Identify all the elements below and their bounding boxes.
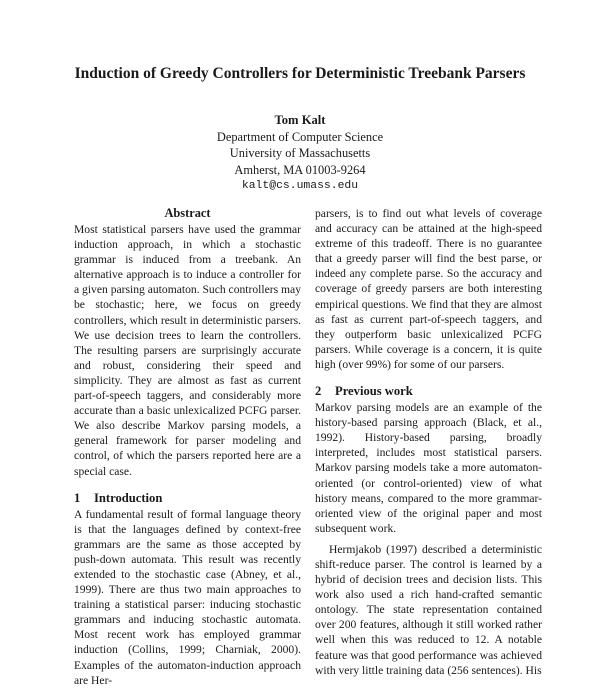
left-column [74, 206, 301, 688]
author-address: Amherst, MA 01003-9264 [234, 162, 366, 177]
section-2-paragraph-2: Hermjakob (1997) described a deterministic shift-reduce parser. The control is learned by a hybrid of decision trees and decision lists. This work also used a rich hand-crafted semantic ontology. The state representation contained over 200 features, although it still worked rather well when this was reduced to 12. A notable feature was that good performance was achieved with very little training data (256 sentences). His [315, 542, 542, 677]
author-block [100, 112, 500, 195]
section-2-number: 2 [315, 384, 322, 399]
author-university: University of Massachusetts [229, 146, 371, 160]
right-column-continuation: parsers, is to find out what levels of coverage and accuracy can be attained at the high-speed extreme of this tradeoff. There is no guarantee that a greedy parser will find the best parse, or indeed any complete parse. So the accuracy and coverage of greedy parsers are both interesting empirical questions. We find that they are almost as fast as current part-of-speech taggers, and they outperform basic unlexicalized PCFG parsers. While coverage is a concern, it is quite high (over 99%) for some of our parsers. [315, 207, 542, 371]
section-1-text: A fundamental result of formal language theory is that the languages defined by context-free grammars are the same as those accepted by push-down automata. This result was recently extended to the stochastic case (Abney, et al., 1999). There are thus two main approaches to training a statistical parser: inducing stochastic grammars and inducing stochastic automata. Most recent work has employed grammar induction (Collins, 1999; Charniak, 2000). Examples of the automaton-induction approach are Her- [74, 507, 301, 687]
right-column [315, 206, 542, 678]
abstract-heading: Abstract [164, 206, 211, 220]
author-name: Tom Kalt [274, 113, 326, 127]
section-1-number: 1 [74, 490, 81, 505]
abstract-text: Most statistical parsers have used the grammar induction approach, in which a stochastic grammar is induced from a treebank. An alternative approach is to induce a controller for a given parsing automaton. Such controllers may be stochastic; here, we focus on greedy controllers, which result in deterministic parsers. We use decision trees to learn the controllers. The resulting parsers are surprisingly accurate and robust, considering their speed and simplicity. They are almost as fast as current part-of-speech taggers, and considerably more accurate than a basic unlexicalized PCFG parser. We also describe Markov parsing models, a general framework for parser modeling and control, of which the parsers reported here are a special case. [74, 223, 301, 478]
section-2-title: Previous work [335, 384, 413, 399]
author-email: kalt@cs.umass.edu [241, 180, 359, 192]
section-2-paragraph-1: Markov parsing models are an example of the history-based parsing approach (Black, et al., 1992). History-based parsing, broadly interpreted, includes most statistical parsers. Markov parsing models take a more automaton-oriented (or control-oriented) view of what history means, compared to the more grammar-oriented view of the original paper and most subsequent work. [315, 401, 542, 535]
section-1-heading [74, 489, 301, 507]
paper-title: Induction of Greedy Controllers for Deterministic Treebank Parsers [74, 65, 526, 82]
section-1-title: Introduction [94, 490, 163, 505]
author-department: Department of Computer Science [216, 129, 384, 144]
section-2-heading [315, 382, 542, 400]
